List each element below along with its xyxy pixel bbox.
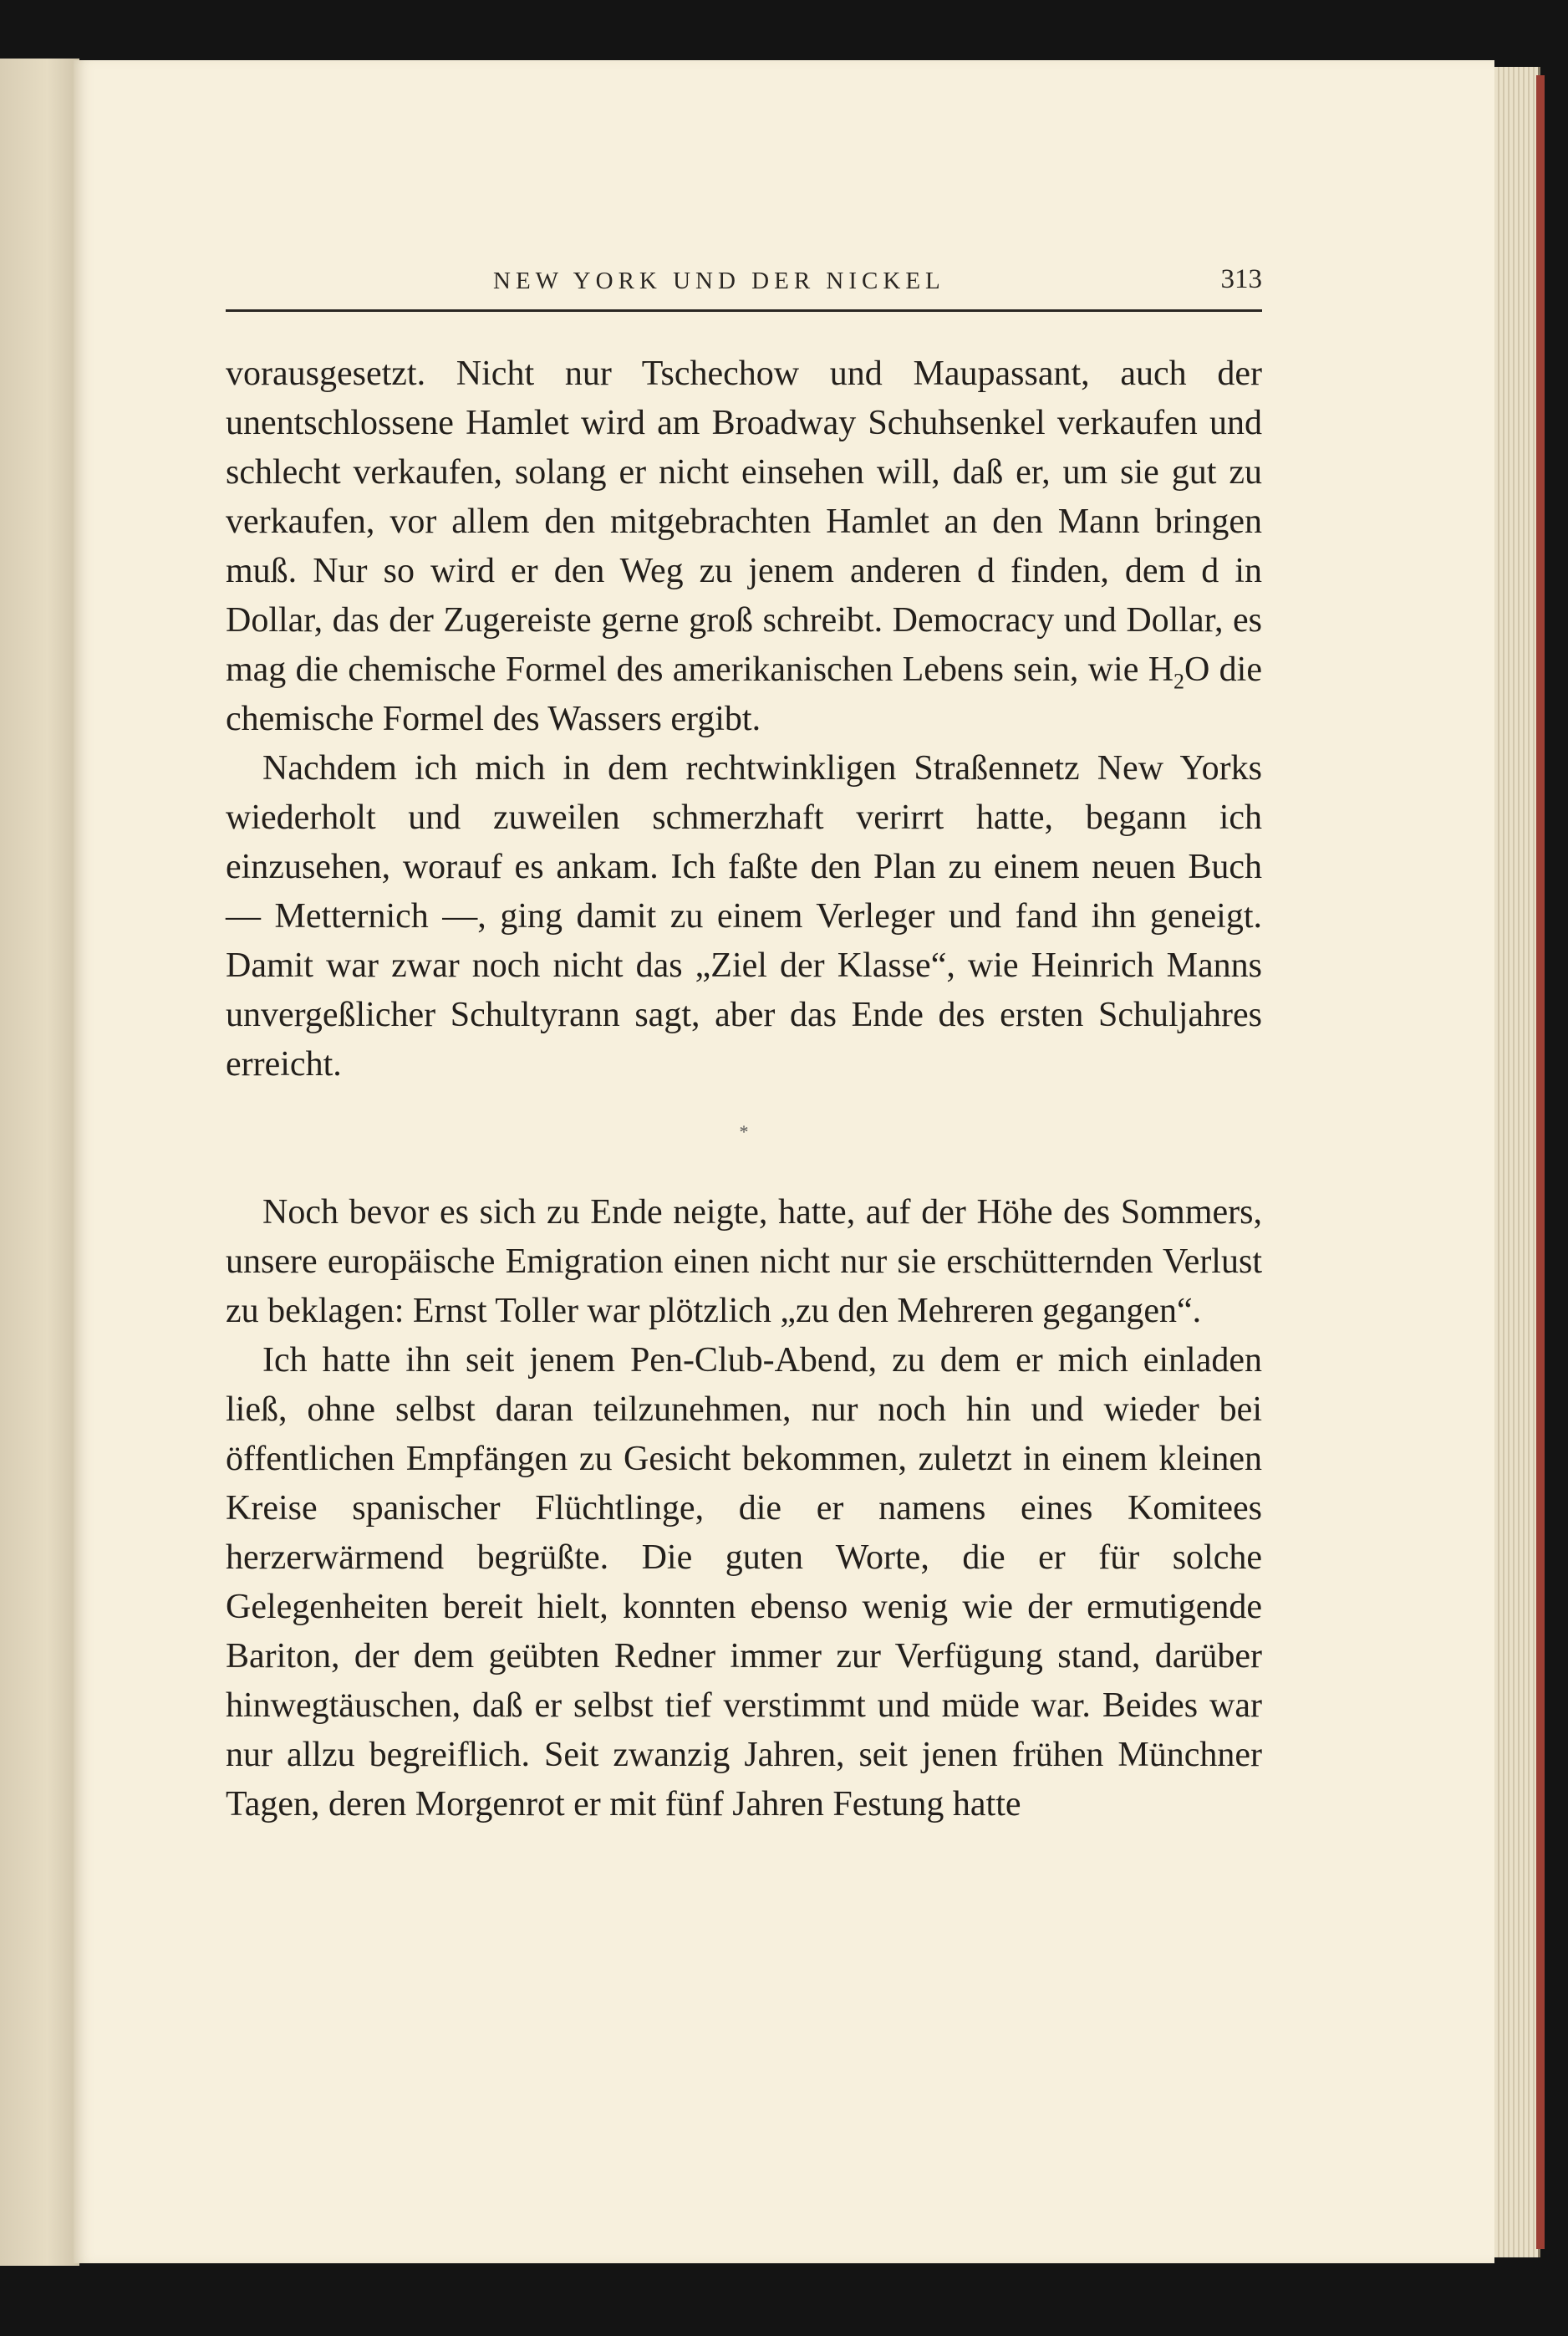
body-text [226, 349, 1262, 1829]
paragraph-4: Ich hatte ihn seit jenem Pen-Club-Abend, zu dem er mich einladen ließ, ohne selbst daran teilzunehmen, nur noch hin und wieder bei öffentlichen Empfängen zu Gesicht bekommen, zuletzt in einem kleinen Kreise spanischer Flüchtlinge, die er namens eines Komitees herzerwärmend begrüßte. Die guten Worte, die er für solche Gelegenheiten bereit hielt, konnten ebenso wenig wie der ermutigende Bariton, der dem geübten Redner immer zur Verfügung stand, darüber hinwegtäuschen, daß er selbst tief verstimmt und müde war. Beides war nur allzu begreiflich. Seit zwanzig Jahren, seit jenen frühen Münchner Tagen, deren Morgenrot er mit fünf Jahren Festung hatte [226, 1341, 1262, 1823]
running-header [226, 266, 1262, 312]
paragraph-2: Nachdem ich mich in dem rechtwinkligen Straßennetz New Yorks wiederholt und zuweilen schmerzhaft verirrt hatte, begann ich einzusehen, worauf es ankam. Ich faßte den Plan zu einem neuen Buch — Metternich —, ging damit zu einem Verleger und fand ihn geneigt. Damit war zwar noch nicht das „Ziel der Klasse“, wie Heinrich Manns unvergeßlicher Schultyrann sagt, aber das Ende des ersten Schuljahres erreicht. [226, 749, 1262, 1084]
left-page-edge [0, 59, 79, 2266]
running-title: NEW YORK UND DER NICKEL [493, 268, 945, 294]
paragraph-text: vorausgesetzt. Nicht nur Tschechow und Maupassant, auch der unentschlossene Hamlet wird am Broadway Schuhsenkel verkaufen und schlecht verkaufen, solang er nicht einsehen will, daß er, um sie gut zu verkaufen, vor allem den mitgebrachten Hamlet an den Mann bringen muß. Nur so wird er den Weg zu jenem anderen d finden, dem d in Dollar, das der Zugereiste gerne groß schreibt. Democracy und Dollar, es mag die chemische Formel des amerikanischen Lebens sein, wie H [226, 354, 1262, 689]
section-break-asterisk: * [739, 1121, 749, 1142]
subscript: 2 [1173, 669, 1185, 694]
page-number: 313 [1220, 264, 1262, 294]
binding-edge [1536, 75, 1545, 2249]
paragraph-1 [226, 349, 1262, 744]
paragraph-text: O die chemische Formel des Wassers ergibt. [226, 650, 1262, 738]
paragraph-3: Noch bevor es sich zu Ende neigte, hatte, auf der Höhe des Sommers, unsere europäische Emigration einen nicht nur sie erschütternden Verlust zu beklagen: Ernst Toller war plötzlich „zu den Mehreren gegangen“. [226, 1193, 1262, 1330]
